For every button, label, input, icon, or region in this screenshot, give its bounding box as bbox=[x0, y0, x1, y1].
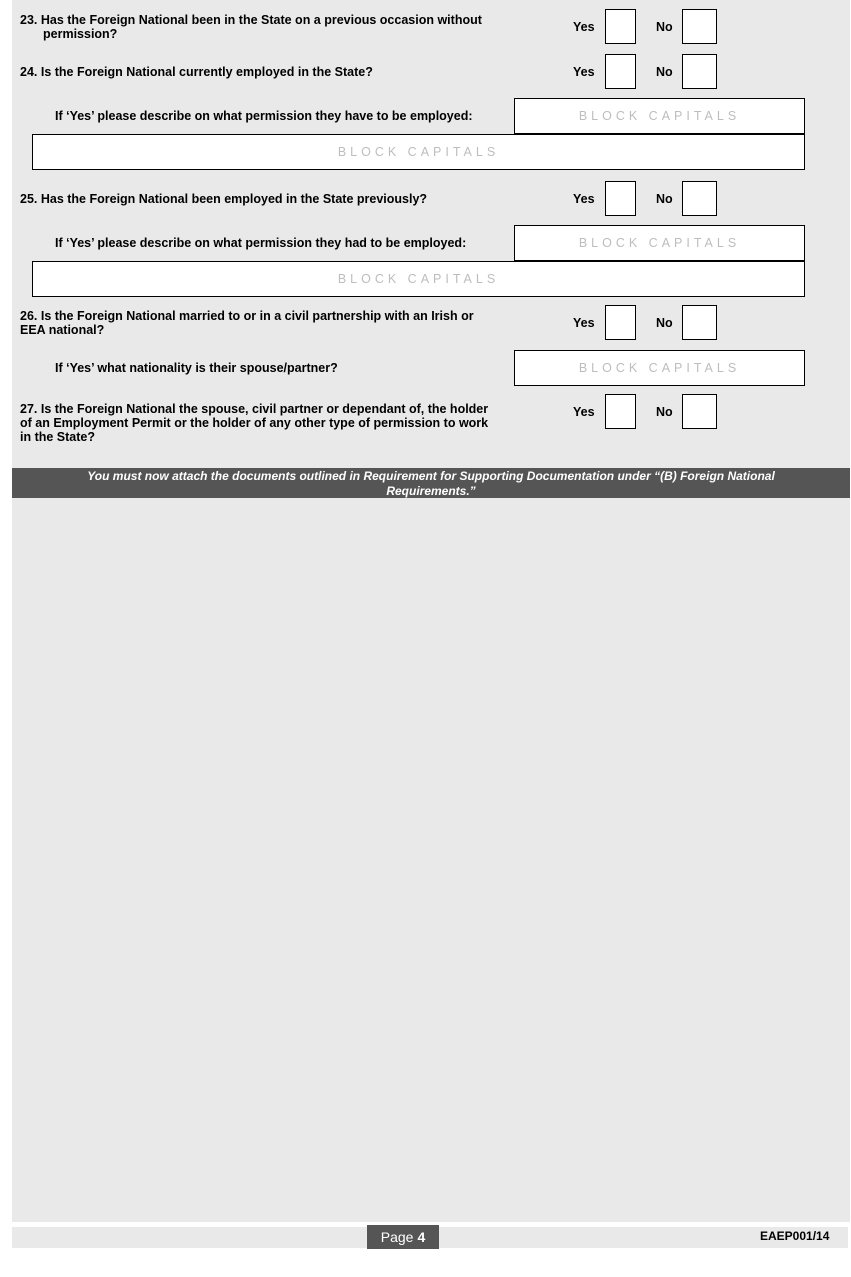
question-27-line3: in the State? bbox=[20, 430, 96, 444]
q26-no-label: No bbox=[656, 316, 673, 330]
q27-no-checkbox[interactable] bbox=[682, 394, 717, 429]
question-25: 25. Has the Foreign National been employed in the State previously? bbox=[20, 192, 428, 206]
q23-no-checkbox[interactable] bbox=[682, 9, 717, 44]
q24-no-checkbox[interactable] bbox=[682, 54, 717, 89]
q24-yes-checkbox[interactable] bbox=[605, 54, 636, 89]
q25-no-checkbox[interactable] bbox=[682, 181, 717, 216]
question-24: 24. Is the Foreign National currently employed in the State? bbox=[20, 65, 373, 79]
question-26-line1: 26. Is the Foreign National married to or in a civil partnership with an Irish or bbox=[20, 309, 474, 323]
question-23-line2: permission? bbox=[43, 27, 118, 41]
attach-documents-banner bbox=[12, 468, 850, 498]
question-27 bbox=[20, 402, 488, 444]
banner-line1: You must now attach the documents outlined in Requirement for Supporting Documentation under “(B) Foreign National bbox=[87, 469, 775, 483]
q24-permission-field[interactable]: BLOCK CAPITALS bbox=[514, 98, 805, 134]
q25-no-label: No bbox=[656, 192, 673, 206]
question-27-line2: of an Employment Permit or the holder of any other type of permission to work bbox=[20, 416, 489, 430]
q23-yes-label: Yes bbox=[573, 20, 595, 34]
page-label: Page bbox=[380, 1229, 414, 1245]
question-26 bbox=[20, 309, 474, 337]
question-23 bbox=[20, 13, 482, 41]
q23-yes-checkbox[interactable] bbox=[605, 9, 636, 44]
q27-yes-label: Yes bbox=[573, 405, 595, 419]
q25-permission-field-wide[interactable]: BLOCK CAPITALS bbox=[32, 261, 805, 297]
question-27-line1: 27. Is the Foreign National the spouse, civil partner or dependant of, the holder bbox=[20, 402, 489, 416]
q25-yes-label: Yes bbox=[573, 192, 595, 206]
question-26-line2: EEA national? bbox=[20, 323, 105, 337]
q27-yes-checkbox[interactable] bbox=[605, 394, 636, 429]
q24-no-label: No bbox=[656, 65, 673, 79]
form-panel bbox=[12, 0, 850, 1222]
question-25-followup: If ‘Yes’ please describe on what permission they had to be employed: bbox=[55, 236, 467, 250]
question-24-followup: If ‘Yes’ please describe on what permission they have to be employed: bbox=[55, 109, 473, 123]
document-reference: EAEP001/14 bbox=[760, 1229, 830, 1243]
q25-permission-field[interactable]: BLOCK CAPITALS bbox=[514, 225, 805, 261]
q26-nationality-field[interactable]: BLOCK CAPITALS bbox=[514, 350, 805, 386]
q26-yes-checkbox[interactable] bbox=[605, 305, 636, 340]
question-23-line1: 23. Has the Foreign National been in the State on a previous occasion without bbox=[20, 13, 482, 27]
page-number-tab bbox=[367, 1225, 439, 1249]
q24-permission-field-wide[interactable]: BLOCK CAPITALS bbox=[32, 134, 805, 170]
banner-line2: Requirements.” bbox=[386, 484, 476, 498]
q26-yes-label: Yes bbox=[573, 316, 595, 330]
q26-no-checkbox[interactable] bbox=[682, 305, 717, 340]
page-number: 4 bbox=[417, 1229, 426, 1245]
q23-no-label: No bbox=[656, 20, 673, 34]
q25-yes-checkbox[interactable] bbox=[605, 181, 636, 216]
q24-yes-label: Yes bbox=[573, 65, 595, 79]
q27-no-label: No bbox=[656, 405, 673, 419]
question-26-followup: If ‘Yes’ what nationality is their spouse/partner? bbox=[55, 361, 338, 375]
